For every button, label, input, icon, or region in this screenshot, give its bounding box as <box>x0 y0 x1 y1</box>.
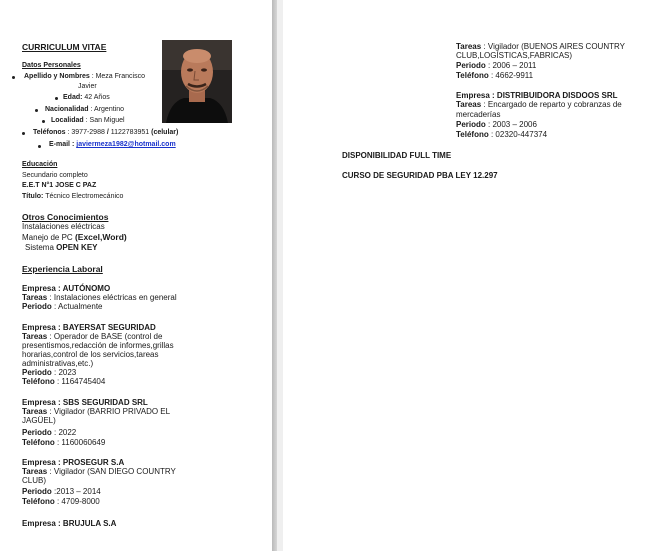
phone-label: Teléfono <box>22 497 55 506</box>
job-period-line <box>22 428 76 438</box>
age-label: Edad: <box>63 94 83 101</box>
company-value: : PROSEGUR S.A <box>58 458 125 467</box>
job-phone-line <box>456 71 533 81</box>
education-title-value: Técnico Electromecánico <box>45 193 124 200</box>
name-value: : Meza Francisco <box>91 73 145 80</box>
knowledge-system-name: OPEN KEY <box>56 243 98 252</box>
job-period-line <box>22 487 101 497</box>
education-line-1: Secundario completo <box>22 172 88 179</box>
job-tasks-continued: JAGÜEL) <box>22 416 56 425</box>
period-label: Periodo <box>456 120 486 129</box>
tasks-label: Tareas <box>456 42 482 51</box>
job-tasks-continued: presentismos,redacción de informes,grillas <box>22 341 174 350</box>
email-link[interactable]: javiermeza1982@hotmail.com <box>76 141 176 148</box>
company-value: : BAYERSAT SEGURIDAD <box>58 323 156 332</box>
portrait-illustration <box>162 40 232 123</box>
job-company-line <box>22 519 116 529</box>
period-value: :2013 – 2014 <box>54 487 101 496</box>
nationality-value: : Argentino <box>90 106 124 113</box>
company-label: Empresa <box>22 458 56 467</box>
period-label: Periodo <box>22 302 52 311</box>
knowledge-heading: Otros Conocimientos <box>22 212 109 222</box>
availability-line: DISPONIBILIDAD FULL TIME <box>342 151 452 160</box>
period-label: Periodo <box>22 368 52 377</box>
bullet <box>55 97 58 100</box>
locality-line <box>51 116 125 125</box>
job-tasks-continued: administrativas,etc.) <box>22 359 94 368</box>
knowledge-line-2 <box>22 232 127 243</box>
phone-label: Teléfono <box>456 130 489 139</box>
phone-value: : 02320-447374 <box>490 130 548 139</box>
bullet <box>38 145 41 148</box>
company-value: : AUTÓNOMO <box>58 284 111 293</box>
job-period-line <box>22 302 103 312</box>
email-label: E-mail : <box>49 141 75 148</box>
phones-line <box>33 128 178 137</box>
bullet <box>35 109 38 112</box>
name-line <box>24 72 145 81</box>
company-label: Empresa <box>456 91 490 100</box>
personal-data-heading: Datos Personales <box>22 62 81 69</box>
course-line: CURSO DE SEGURIDAD PBA LEY 12.297 <box>342 171 498 180</box>
knowledge-line-3 <box>25 243 97 253</box>
age-line <box>63 93 110 102</box>
email-line <box>49 140 176 149</box>
company-label: Empresa <box>22 323 56 332</box>
locality-value: : San Miguel <box>85 117 125 124</box>
tasks-value: : Vigilador (SAN DIEGO COUNTRY <box>49 467 176 476</box>
job-phone-line <box>22 438 105 448</box>
locality-label: Localidad <box>51 117 84 124</box>
phone-label: Teléfono <box>22 438 55 447</box>
education-heading: Educación <box>22 161 58 168</box>
job-period-line <box>456 120 537 130</box>
job-tasks-line <box>456 100 622 110</box>
tasks-label: Tareas <box>22 293 48 302</box>
company-label: Empresa <box>22 519 56 528</box>
age-value: 42 Años <box>84 94 110 101</box>
period-value: : Actualmente <box>54 302 103 311</box>
phones-label: Teléfonos <box>33 129 66 136</box>
tasks-value: : Instalaciones eléctricas en general <box>49 293 177 302</box>
knowledge-pc: Manejo de PC <box>22 233 73 242</box>
phone-value: : 4709-8000 <box>56 497 100 506</box>
phone-value: : 1164745404 <box>56 377 106 386</box>
knowledge-line-1: Instalaciones eléctricas <box>22 222 105 231</box>
phone-label: Teléfono <box>456 71 489 80</box>
job-tasks-continued: CLUB) <box>22 476 47 485</box>
period-label: Periodo <box>22 487 52 496</box>
tasks-label: Tareas <box>22 407 48 416</box>
period-value: : 2022 <box>54 428 77 437</box>
nationality-line <box>45 105 124 114</box>
name-label: Apellido y Nombres <box>24 73 90 80</box>
period-value: : 2023 <box>54 368 77 377</box>
phones-note: (celular) <box>151 129 179 136</box>
company-value: : DISTRIBUIDORA DISDOOS SRL <box>492 91 618 100</box>
phones-value: : 3977-2988 <box>67 129 105 136</box>
job-phone-line <box>22 377 105 387</box>
knowledge-pc-apps: (Excel,Word) <box>74 232 127 242</box>
education-line-2: E.E.T N°1 JOSE C PAZ <box>22 182 97 189</box>
tasks-value: : Vigilador (BUENOS AIRES COUNTRY <box>483 42 625 51</box>
job-phone-line <box>456 130 547 140</box>
job-tasks-continued: mercaderías <box>456 110 501 119</box>
document-page-right <box>283 0 664 551</box>
bullet <box>42 120 45 123</box>
nationality-label: Nacionalidad <box>45 106 89 113</box>
tasks-value: : Vigilador (BARRIO PRIVADO EL <box>49 407 171 416</box>
education-title-label: Título: <box>22 193 44 200</box>
period-value: : 2006 – 2011 <box>488 61 537 70</box>
tasks-label: Tareas <box>22 332 48 341</box>
bullet <box>22 132 25 135</box>
period-value: : 2003 – 2006 <box>488 120 537 129</box>
company-label: Empresa <box>22 284 56 293</box>
phones-separator: / <box>106 129 109 136</box>
knowledge-system: Sistema <box>25 243 54 252</box>
name-value-continued: Javier <box>78 83 97 90</box>
tasks-value: : Encargado de reparto y cobranzas de <box>483 100 622 109</box>
cv-title: CURRICULUM VITAE <box>22 42 107 52</box>
job-tasks-continued: horarias,control de los servicios,tareas <box>22 350 159 359</box>
job-period-line <box>456 61 536 71</box>
tasks-value: : Operador de BASE (control de <box>49 332 163 341</box>
profile-photo <box>162 40 232 123</box>
company-label: Empresa <box>22 398 56 407</box>
job-tasks-continued: CLUB,LOGÍSTICAS,FABRICAS) <box>456 51 573 60</box>
bullet <box>12 76 15 79</box>
phones-mobile-value: 1122783951 <box>110 129 150 136</box>
experience-heading: Experiencia Laboral <box>22 264 103 274</box>
tasks-label: Tareas <box>456 100 482 109</box>
phone-label: Teléfono <box>22 377 55 386</box>
company-value: : BRUJULA S.A <box>58 519 117 528</box>
period-label: Periodo <box>456 61 486 70</box>
company-value: : SBS SEGURIDAD SRL <box>58 398 148 407</box>
phone-value: : 1160060649 <box>56 438 106 447</box>
education-title-line <box>22 192 123 201</box>
job-phone-line <box>22 497 100 507</box>
period-label: Periodo <box>22 428 52 437</box>
tasks-label: Tareas <box>22 467 48 476</box>
phone-value: : 4662-9911 <box>490 71 534 80</box>
